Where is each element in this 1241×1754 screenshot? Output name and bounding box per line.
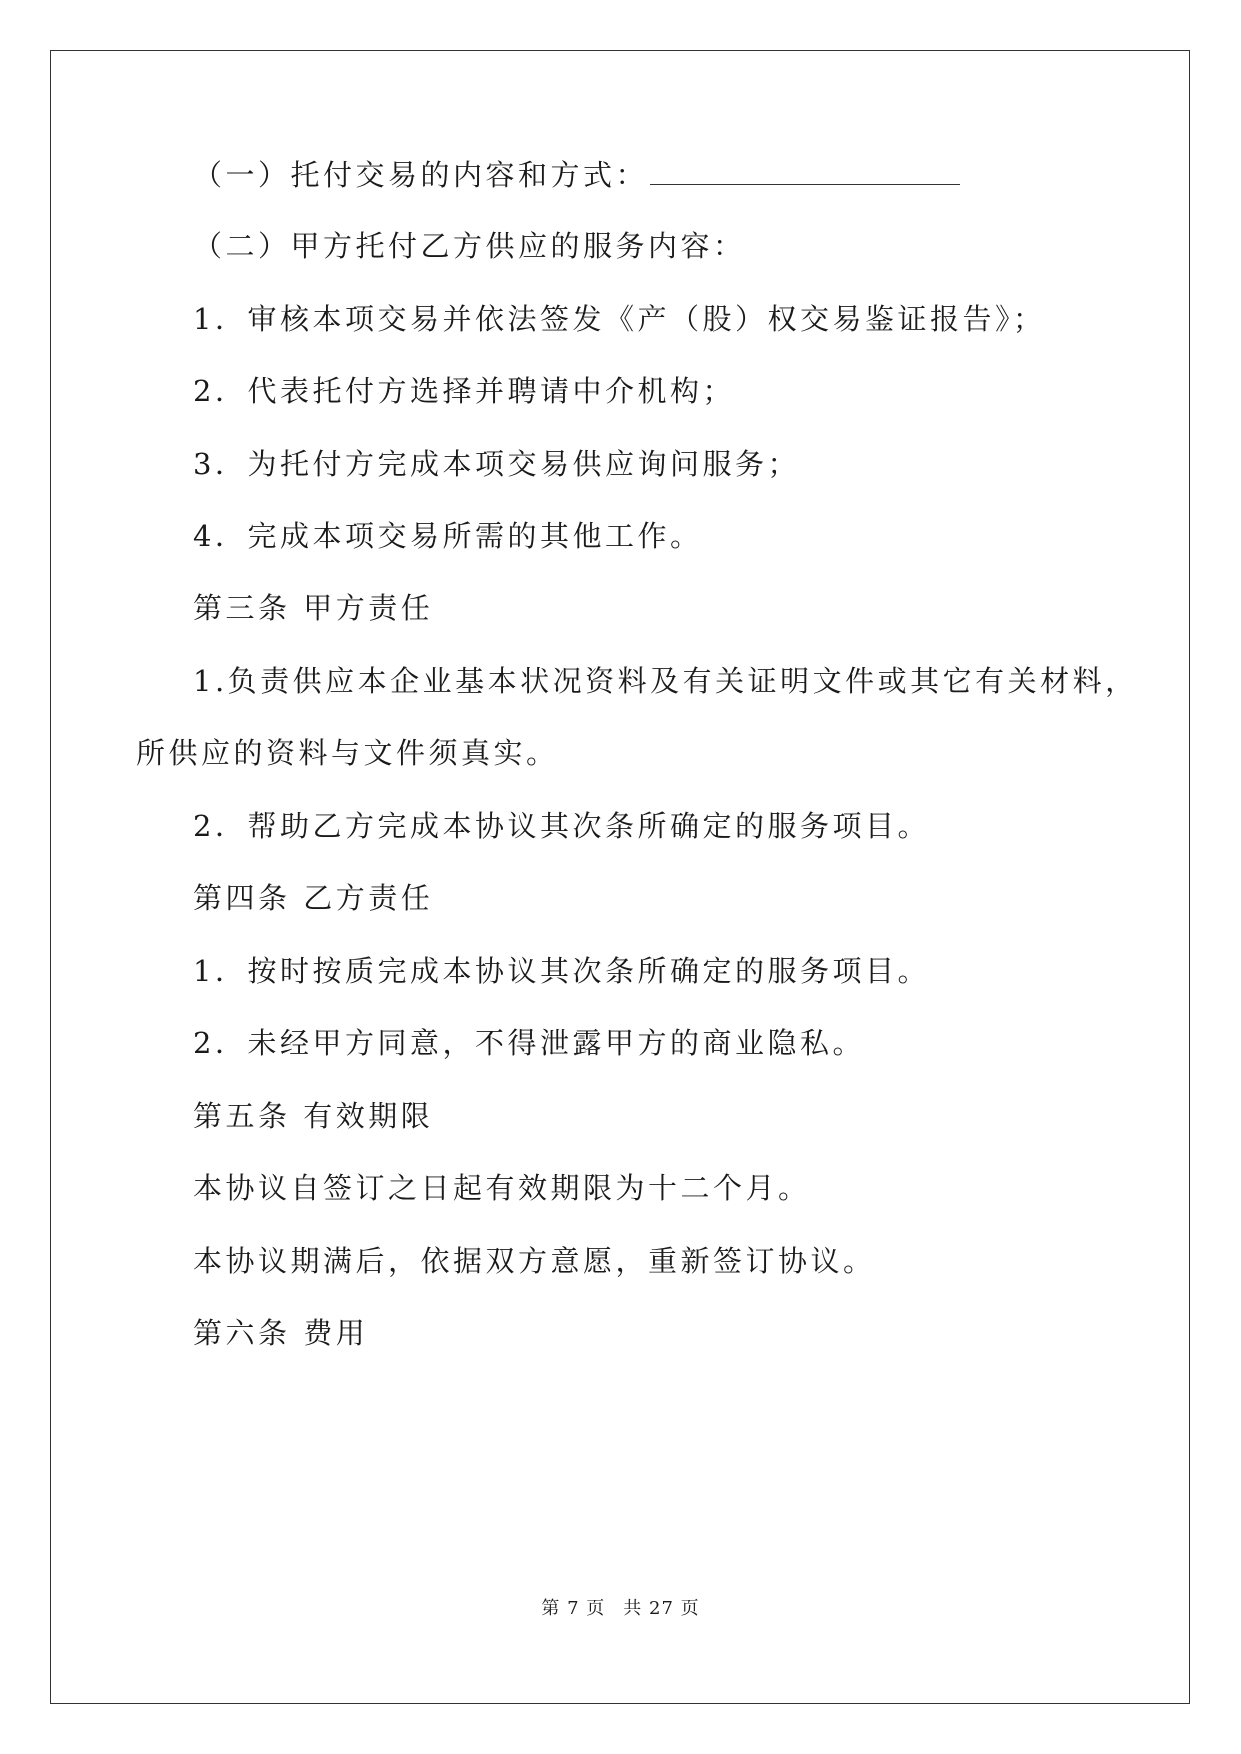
list-item: 2．帮助乙方完成本协议其次条所确定的服务项目。 <box>193 809 930 843</box>
list-item: 2．代表托付方选择并聘请中介机构； <box>193 374 735 408</box>
page-footer <box>0 1594 1241 1620</box>
list-item: 2．未经甲方同意，不得泄露甲方的商业隐私。 <box>193 1026 865 1060</box>
list-item: 1．审核本项交易并依法签发《产（股）权交易鉴证报告》； <box>193 302 1046 336</box>
page-number: 第 7 页 <box>541 1598 606 1619</box>
list-item: 1.负责供应本企业基本状况资料及有关证明文件或其它有关材料， <box>193 664 1138 698</box>
page-total: 共 27 页 <box>623 1598 700 1619</box>
list-item: 4．完成本项交易所需的其他工作。 <box>193 519 703 553</box>
page-frame <box>50 50 1190 1704</box>
paragraph: 本协议自签订之日起有效期限为十二个月。 <box>193 1171 811 1205</box>
paragraph-text: （一）托付交易的内容和方式： <box>193 158 649 192</box>
paragraph-continuation: 所供应的资料与文件须真实。 <box>136 736 559 770</box>
section-heading: 第三条 甲方责任 <box>193 591 434 625</box>
paragraph-service-content: （二）甲方托付乙方供应的服务内容： <box>193 229 746 263</box>
section-heading: 第六条 费用 <box>193 1316 369 1350</box>
section-heading: 第五条 有效期限 <box>193 1099 434 1133</box>
paragraph-trade-content <box>193 160 960 190</box>
list-item: 1．按时按质完成本协议其次条所确定的服务项目。 <box>193 954 930 988</box>
fill-in-blank[interactable] <box>650 160 960 185</box>
paragraph: 本协议期满后，依据双方意愿，重新签订协议。 <box>193 1244 876 1278</box>
section-heading: 第四条 乙方责任 <box>193 881 434 915</box>
list-item: 3．为托付方完成本项交易供应询问服务； <box>193 447 800 481</box>
